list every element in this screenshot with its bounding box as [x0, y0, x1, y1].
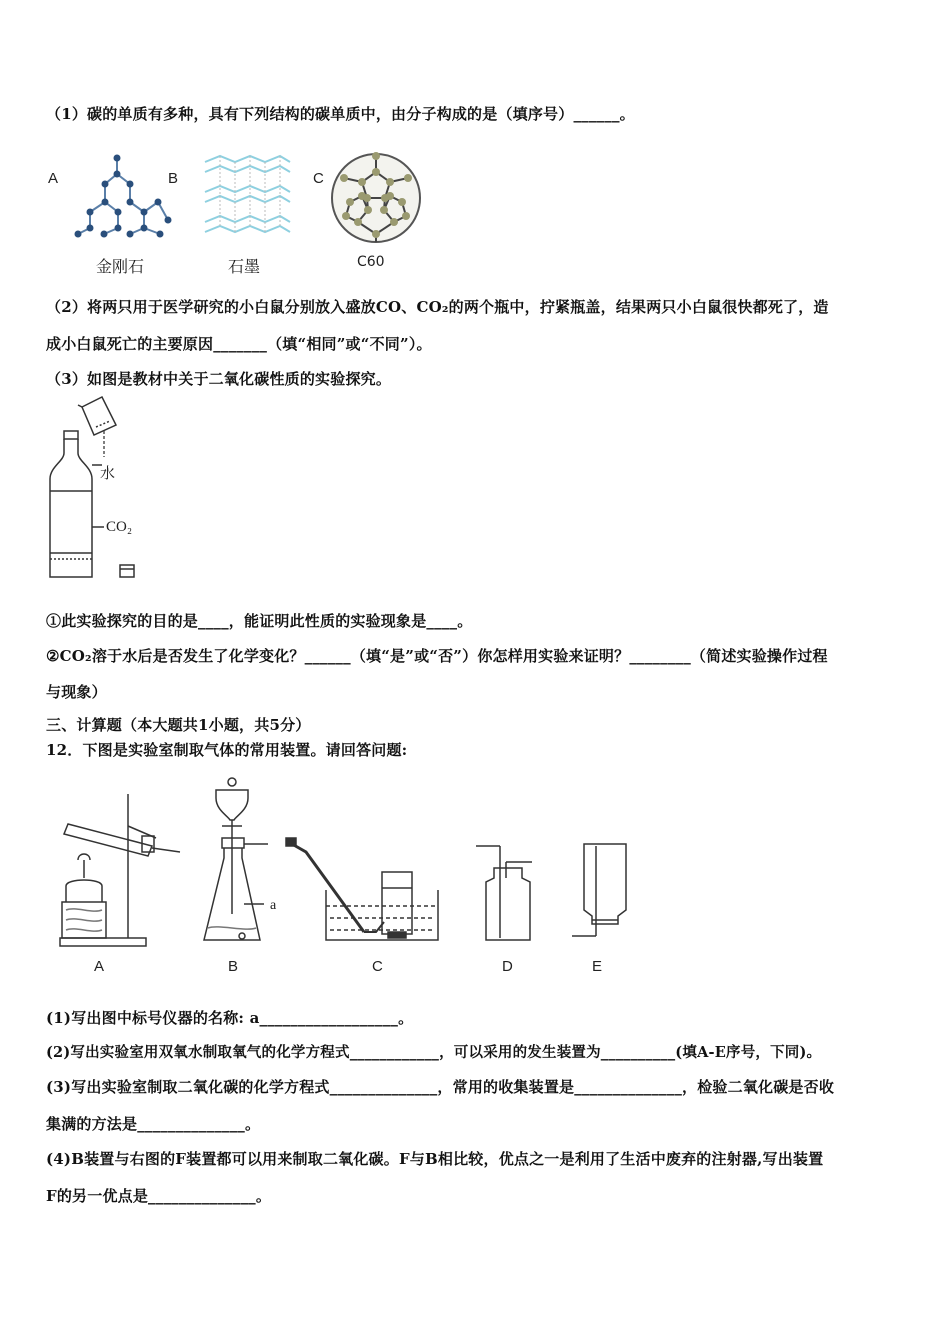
apparatus-a-image: [56, 790, 186, 950]
section-heading: 三、计算题（本大题共1小题，共5分）: [46, 716, 311, 734]
apparatus-label-b: B: [228, 958, 239, 975]
q2-line1: （2）将两只用于医学研究的小白鼠分别放入盛放CO、CO₂的两个瓶中，拧紧瓶盖，结果两只小白鼠很快都死了，造: [46, 298, 829, 316]
caption-graphite: 石墨: [228, 257, 261, 276]
label-instrument-a: a: [270, 898, 277, 913]
label-a: A: [48, 170, 59, 187]
q12-part3-line2: 集满的方法是______________。: [46, 1115, 261, 1133]
q12-title: 12．下图是实验室制取气体的常用装置。请回答问题:: [46, 741, 408, 759]
label-co2: CO₂: [106, 519, 133, 535]
apparatus-label-d: D: [502, 958, 513, 975]
q1-text: （1）碳的单质有多种，具有下列结构的碳单质中，由分子构成的是（填序号）______。: [46, 105, 635, 123]
q3-sub2-line2: 与现象）: [46, 683, 107, 701]
caption-c60: C60: [357, 254, 385, 270]
apparatus-label-e: E: [592, 958, 603, 975]
q3-sub1: ①此实验探究的目的是____，能证明此性质的实验现象是____。: [46, 612, 473, 630]
q3-sub2-line1: ②CO₂溶于水后是否发生了化学变化？______（填“是”或“否”）你怎样用实验来证明？________（简述实验操作过程: [46, 647, 828, 665]
caption-diamond: 金刚石: [96, 257, 145, 276]
q12-part1: (1)写出图中标号仪器的名称: a__________________。: [46, 1009, 414, 1027]
apparatus-e-image: [566, 840, 636, 944]
q12-part4-line2: F的另一优点是______________。: [46, 1187, 272, 1205]
label-b: B: [168, 170, 179, 187]
co2-bottle-experiment-image: [44, 395, 154, 585]
apparatus-d-image: [470, 838, 540, 946]
apparatus-b-image: [198, 776, 288, 952]
c60-structure-image: [328, 150, 424, 246]
apparatus-label-c: C: [372, 958, 383, 975]
q3-text: （3）如图是教材中关于二氧化碳性质的实验探究。: [46, 370, 392, 388]
graphite-structure-image: [200, 152, 295, 242]
q2-line2: 成小白鼠死亡的主要原因_______（填“相同”或“不同”）。: [46, 335, 432, 353]
q12-part2: (2)写出实验室用双氧水制取氧气的化学方程式____________，可以采用的发生装置为__________(填A-E序号，下同)。: [46, 1044, 822, 1061]
apparatus-label-a: A: [94, 958, 105, 975]
q12-part4-line1: (4)B装置与右图的F装置都可以用来制取二氧化碳。F与B相比较，优点之一是利用了生活中废弃的注射器,写出装置: [46, 1150, 824, 1168]
label-water: 水: [100, 464, 116, 482]
q12-part3-line1: (3)写出实验室制取二氧化碳的化学方程式______________，常用的收集装置是______________，检验二氧化碳是否收: [46, 1078, 835, 1096]
diamond-structure-image: [70, 150, 180, 240]
label-c: C: [313, 170, 324, 187]
apparatus-c-image: [282, 834, 452, 946]
